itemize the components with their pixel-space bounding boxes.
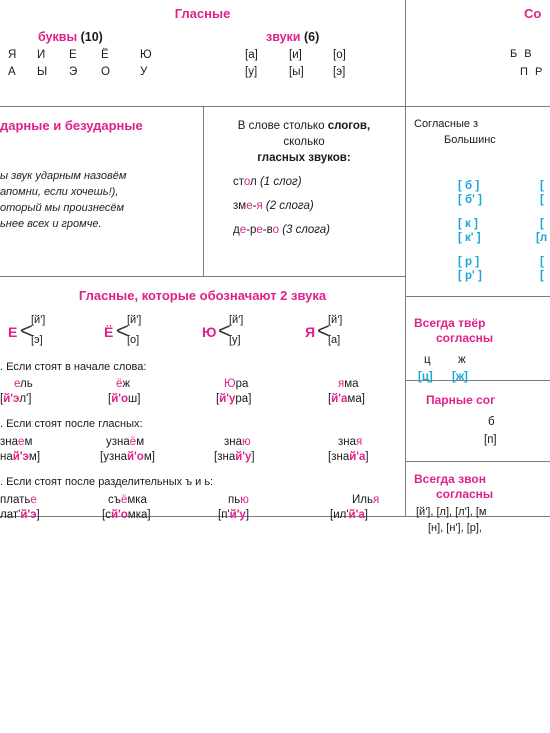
example-word: платье: [0, 494, 37, 506]
example-word: знаем: [0, 436, 33, 448]
soft-sound: [ р' ]: [458, 270, 482, 282]
stress-rule-text: ы звук ударным назовём апомни, если хочешь!), оторый мы произнесём ьнее всех и громче.: [0, 170, 127, 230]
brace-icon: <: [218, 318, 231, 343]
iotated-title: Гласные, которые обозначают 2 звука: [78, 288, 327, 303]
iotated-letter: Ю < [й'] [у]: [202, 314, 244, 346]
iotated-letter: Е < [й'] [э]: [8, 314, 46, 346]
rule-3: . Если стоят после разделительных ъ и ь:: [0, 476, 214, 488]
syllable-example: стол (1 слог): [233, 176, 302, 188]
stress-title: дарные и безударные: [0, 118, 143, 133]
vowel-letter: О: [101, 66, 110, 78]
vowel-sound: [у]: [245, 66, 258, 78]
brace-icon: <: [116, 318, 129, 343]
example-transcription: [ил'й'а]: [330, 509, 368, 521]
soft-sound: [ б' ]: [458, 194, 482, 206]
middle-divider-left: [0, 276, 405, 277]
iotated-letter: Я < [й'] [а]: [305, 314, 343, 346]
top-divider: [0, 106, 550, 107]
example-transcription: [сй'омка]: [102, 509, 151, 521]
vowel-sound: [и]: [289, 49, 302, 61]
example-transcription: [узнай'ом]: [100, 451, 155, 463]
example-word: узнаём: [106, 436, 145, 448]
always-voiced-title: Всегда звон согласны: [414, 472, 494, 501]
always-hard-title: Всегда твёр согласны: [414, 316, 494, 345]
vowel-letter: Е: [69, 49, 77, 61]
soft-sound: [л: [536, 232, 548, 244]
example-transcription: [й'ош]: [108, 393, 141, 405]
right-divider-1: [405, 296, 550, 297]
example-transcription: [п'й'у]: [218, 509, 250, 521]
voiced-sounds-line-2: [н], [н'], [р],: [428, 522, 482, 534]
example-word: пью: [228, 494, 249, 506]
vowel-letter: Ю: [140, 49, 152, 61]
hard-sound: [ к ]: [458, 218, 478, 230]
brace-icon: <: [20, 318, 33, 343]
hard-sound: [: [540, 256, 544, 268]
rule-2: . Если стоят после гласных:: [0, 418, 143, 430]
voiced-sounds-line-1: [й'], [л], [л'], [м: [416, 506, 487, 518]
vowel-letter: У: [140, 66, 148, 78]
paired-letter: б: [488, 416, 495, 428]
consonant-letters-row1: Б В: [510, 48, 534, 60]
example-transcription: [знай'а]: [328, 451, 369, 463]
hard-sound: [ б ]: [458, 180, 480, 192]
syllables-rule: В слове столько слогов, сколько гласных звуков:: [237, 120, 371, 164]
vowels-title: Гласные: [174, 6, 231, 21]
example-transcription: най'эм]: [0, 451, 41, 463]
hard-sound: [ р ]: [458, 256, 480, 268]
brace-icon: <: [317, 318, 330, 343]
syllable-examples: [233, 170, 330, 242]
vowel-letter: Я: [8, 49, 17, 61]
paired-consonants-title: Парные сог: [426, 393, 496, 407]
vowel-sound: [о]: [333, 49, 346, 61]
vowel-letter: А: [8, 66, 16, 78]
example-transcription: [й'эл']: [0, 393, 32, 405]
example-transcription: [й'ура]: [216, 393, 252, 405]
example-word: зная: [338, 436, 363, 448]
vowel-sound: [ы]: [289, 66, 304, 78]
example-word: ёж: [116, 378, 131, 390]
hard-sound: [: [540, 180, 544, 192]
example-transcription: [знай'у]: [214, 451, 255, 463]
example-word: яма: [338, 378, 359, 390]
soft-hard-text-1: Согласные з: [414, 118, 479, 130]
soft-hard-text-2: Большинс: [444, 134, 496, 146]
example-word: Илья: [352, 494, 380, 506]
soft-sound: [ к' ]: [458, 232, 481, 244]
hard-sound: [ж]: [452, 371, 468, 383]
letters-heading: буквы (10): [38, 30, 103, 44]
example-word: съёмка: [108, 494, 147, 506]
vowel-sound: [а]: [245, 49, 258, 61]
hard-sound: [: [540, 218, 544, 230]
iotated-letter: Ё < [й'] [о]: [104, 314, 142, 346]
hard-letter: ц: [424, 354, 431, 366]
soft-sound: [: [540, 194, 544, 206]
example-word: Юра: [224, 378, 249, 390]
example-transcription: лат'й'э]: [0, 509, 40, 521]
hard-sound: [ц]: [418, 371, 433, 383]
hard-letter: ж: [458, 354, 466, 366]
consonants-title: Со: [524, 6, 542, 21]
vowel-sound: [э]: [333, 66, 346, 78]
example-word: ель: [14, 378, 33, 390]
vowel-letter: Ы: [37, 66, 48, 78]
syllable-example: де-ре-во (3 слога): [233, 224, 331, 236]
paired-sound: [п]: [484, 434, 497, 446]
vowel-letter: Э: [69, 66, 78, 78]
vertical-divider-main: [405, 0, 406, 516]
rule-1: . Если стоят в начале слова:: [0, 361, 147, 373]
right-divider-3: [405, 461, 550, 462]
vowel-letter: Ё: [101, 49, 109, 61]
syllable-example: зме-я (2 слога): [233, 200, 314, 212]
consonant-letters-row2: П Р: [520, 66, 545, 78]
sounds-heading: звуки (6): [266, 30, 320, 44]
vowel-letter: И: [37, 49, 46, 61]
soft-sound: [: [540, 270, 544, 282]
example-transcription: [й'ама]: [328, 393, 365, 405]
example-word: знаю: [224, 436, 251, 448]
